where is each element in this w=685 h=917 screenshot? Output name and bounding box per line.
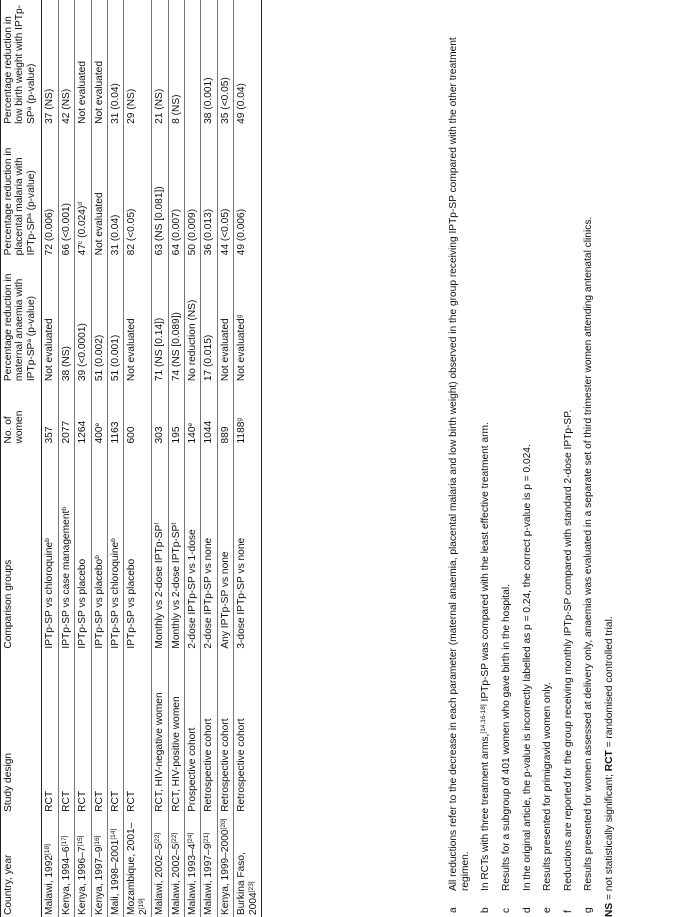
header-row: [1, 0, 42, 917]
cell-comparison: IPTp-SP vs case management$^b$: [60, 507, 72, 649]
cell-design: RCT, HIV-positive women: [170, 696, 182, 812]
cell-country: Malawi, 2002–5[22]: [154, 832, 166, 915]
cell-design: Retrospective cohort: [236, 718, 248, 812]
footnote-key: e: [542, 907, 554, 913]
cell-women: 1044: [203, 420, 215, 444]
cell-anaemia: 51 (0.001): [109, 334, 121, 382]
header-design: Study design: [1, 651, 42, 814]
cell-comparison: IPTp-SP vs placebo: [77, 558, 89, 649]
footnote-text: Results for a subgroup of 401 women who gave birth in the hospital.: [500, 584, 512, 891]
cell-anaemia: Not evaluated: [219, 318, 231, 382]
cell-country: Mali, 1998–2001[14]: [109, 828, 121, 915]
cell-anaemia: 39 (<0.0001): [77, 323, 89, 382]
cell-country: Kenya, 1999–2000[20]: [219, 818, 231, 915]
cell-placental: Not evaluated: [93, 192, 105, 256]
cell-lbw: 8 (NS): [170, 94, 182, 124]
cell-comparison: IPTp-SP vs chloroquine$^b$: [109, 538, 121, 649]
cell-women: 600: [126, 426, 138, 444]
cell-placental: 36 (0.013): [203, 208, 215, 256]
footnote: [563, 0, 575, 917]
cell-anaemia: 51 (0.002): [93, 334, 105, 382]
results-table: [0, 0, 262, 917]
table-row: [185, 0, 201, 917]
table-header: [1, 0, 42, 917]
table-row: [124, 0, 152, 917]
footnote-key: f: [562, 910, 574, 913]
table-row: [234, 0, 262, 917]
cell-lbw: 42 (NS): [60, 88, 72, 124]
cell-comparison: Any IPTp-SP vs none: [219, 551, 231, 649]
footnote-key: b: [480, 907, 492, 913]
cell-lbw: [185, 0, 201, 126]
cell-women: 2077: [60, 420, 72, 444]
cell-comparison: IPTp-SP vs placebo$^b$: [93, 555, 105, 649]
footnotes: [448, 0, 616, 917]
cell-placental: 44 (<0.05): [219, 208, 231, 256]
footnote: [480, 0, 492, 917]
cell-anaemia: 74 (NS [0.089]): [170, 312, 182, 382]
cell-country: Malawi, 1992[18]: [44, 844, 56, 915]
header-comparison: Comparison groups: [1, 445, 42, 650]
cell-comparison: Monthly vs 2-dose IPTp-$SP^f$: [170, 522, 182, 649]
cell-country: Malawi, 1997–9[21]: [203, 832, 215, 915]
cell-comparison: 2-dose IPTp-SP vs none: [203, 537, 215, 649]
cell-anaemia: No reduction (NS): [187, 299, 199, 382]
cell-lbw: 38 (0.001): [203, 77, 215, 124]
header-country: Country, year: [1, 814, 42, 917]
cell-women: 400e: [93, 422, 105, 444]
footnote-text: In RCTs with three treatment arms,[14,16-18] IPTp-SP was compared with the least effective treatment arm.: [480, 422, 492, 891]
cell-women: 889: [219, 426, 231, 444]
cell-lbw: Not evaluated: [77, 60, 89, 124]
table-body: [42, 0, 262, 917]
cell-country: Malawi, 1993–4[24]: [187, 832, 199, 915]
cell-country: Burkina Faso, 2004[23]: [236, 852, 259, 915]
cell-women: 1264: [77, 420, 89, 444]
cell-placental: 47$^c$ $(0.024)^d$: [77, 202, 89, 256]
cell-country: Kenya, 1997–9[16]: [93, 835, 105, 915]
cell-women: 1188$^g$: [236, 417, 248, 444]
table-row: [201, 0, 217, 917]
cell-anaemia: Not evaluated: [44, 318, 56, 382]
cell-women: 195: [170, 426, 182, 444]
cell-design: RCT: [109, 790, 121, 812]
cell-women: 357: [44, 426, 56, 444]
cell-comparison: 2-dose IPTp-SP vs 1-dose: [187, 529, 199, 649]
cell-country: Kenya, 1994–6[17]: [60, 835, 72, 915]
cell-comparison: IPTp-SP vs chloroquine$^b$: [44, 538, 56, 649]
footnote-text: In the original article, the p-value is incorrectly labelled as p = 0.24, the correct p-value is p = 0.024.: [521, 444, 533, 891]
cell-design: Retrospective cohort: [219, 718, 231, 812]
cell-anaemia: Not evaluated: [126, 318, 138, 382]
cell-country: Mozambique, 2001–2[19]: [126, 822, 149, 915]
table-row: [58, 0, 74, 917]
cell-lbw: 49 (0.04): [236, 83, 248, 124]
cell-women: 1163: [109, 421, 121, 444]
cell-country: Malawi, 2002–5[22]: [170, 832, 182, 915]
cell-comparison: IPTp-SP vs placebo: [126, 558, 138, 649]
cell-anaemia: 71 (NS [0.14]): [154, 317, 166, 382]
cell-anaemia: 17 (0.015): [203, 334, 215, 382]
cell-anaemia: Not evaluated$^g$: [236, 314, 248, 382]
cell-lbw: 21 (NS): [154, 88, 166, 124]
table-row: [75, 0, 91, 917]
footnote: [448, 0, 471, 917]
header-anaemia: Percentage reduction in maternal anaemia with IPTp-$SP^a$ (p-value): [1, 257, 42, 383]
table-row: [107, 0, 123, 917]
cell-placental: 31 (0.04): [109, 214, 121, 256]
cell-comparison: Monthly vs 2-dose IPTp-$SP^f$: [154, 522, 166, 649]
cell-women: 140e: [187, 422, 199, 444]
cell-placental: 50 (0.009): [187, 208, 199, 256]
cell-comparison: 3-dose IPTp-SP vs none: [236, 537, 248, 649]
table-row: [152, 0, 168, 917]
table-row: [168, 0, 184, 917]
header-placental: Percentage reduction in placental malaria with IPTp-$SP^a$ (p-value): [1, 126, 42, 257]
cell-women: 303: [154, 426, 166, 444]
footnote-key: c: [500, 907, 512, 913]
footnote-text: Results presented for women assessed at delivery only, anaemia was evaluated in a separate set of third trimester women attending antenatal clinics.: [583, 216, 595, 891]
footnote-text: Reductions are reported for the group receiving monthly IPTp-SP compared with standard 2-dose IPTp-SP.: [562, 409, 574, 891]
cell-placental: 64 (0.007): [170, 208, 182, 256]
table-row: [91, 0, 107, 917]
cell-placental: 82 (<0.05): [126, 208, 138, 256]
cell-lbw: 37 (NS): [44, 88, 56, 124]
cell-design: RCT: [126, 790, 138, 812]
footnote: [542, 0, 554, 917]
table-row: [42, 0, 58, 917]
cell-placental: 49 (0.006): [236, 208, 248, 256]
footnote-key: d: [521, 907, 533, 913]
table-row: [217, 0, 233, 917]
footnote-key: a: [448, 907, 459, 913]
footnote: [522, 0, 534, 917]
cell-lbw: 29 (NS): [126, 88, 138, 124]
cell-design: RCT, HIV-negative women: [154, 692, 166, 812]
footnote: [583, 0, 595, 917]
footnote-text: All reductions refer to the decrease in each parameter (maternal anaemia, placental malaria and low birth weight) observed in the group receiving IPTp-SP compared with the other treatment regimen.: [448, 37, 471, 891]
cell-placental: 66 (<0.001): [60, 202, 72, 256]
cell-anaemia: 38 (NS): [60, 346, 72, 382]
header-lbw: Percentage reduction in low birth weight with IPTp-$SP^a$ (p-value): [1, 0, 42, 126]
cell-placental: 72 (0.006): [44, 208, 56, 256]
cell-design: Prospective cohort: [187, 727, 199, 812]
cell-design: Retrospective cohort: [203, 718, 215, 812]
cell-design: RCT: [93, 790, 105, 812]
cell-lbw: 31 (0.04): [109, 83, 121, 124]
footnote-text: Results presented for primigravid women only.: [542, 682, 554, 891]
header-women: No. of women: [1, 383, 42, 445]
footnote: [501, 0, 513, 917]
cell-design: RCT: [77, 790, 89, 812]
footnote-key: g: [583, 907, 595, 913]
cell-country: Kenya, 1996–7[15]: [77, 835, 89, 915]
cell-placental: 63 (NS [0.081]): [154, 186, 166, 256]
cell-design: RCT: [60, 790, 72, 812]
cell-lbw: 35 (<0.05): [219, 77, 231, 124]
cell-lbw: Not evaluated: [93, 60, 105, 124]
abbreviations-line: NS = not statistically significant; RCT = randomised controlled trial.: [604, 616, 615, 917]
cell-design: RCT: [44, 790, 56, 812]
